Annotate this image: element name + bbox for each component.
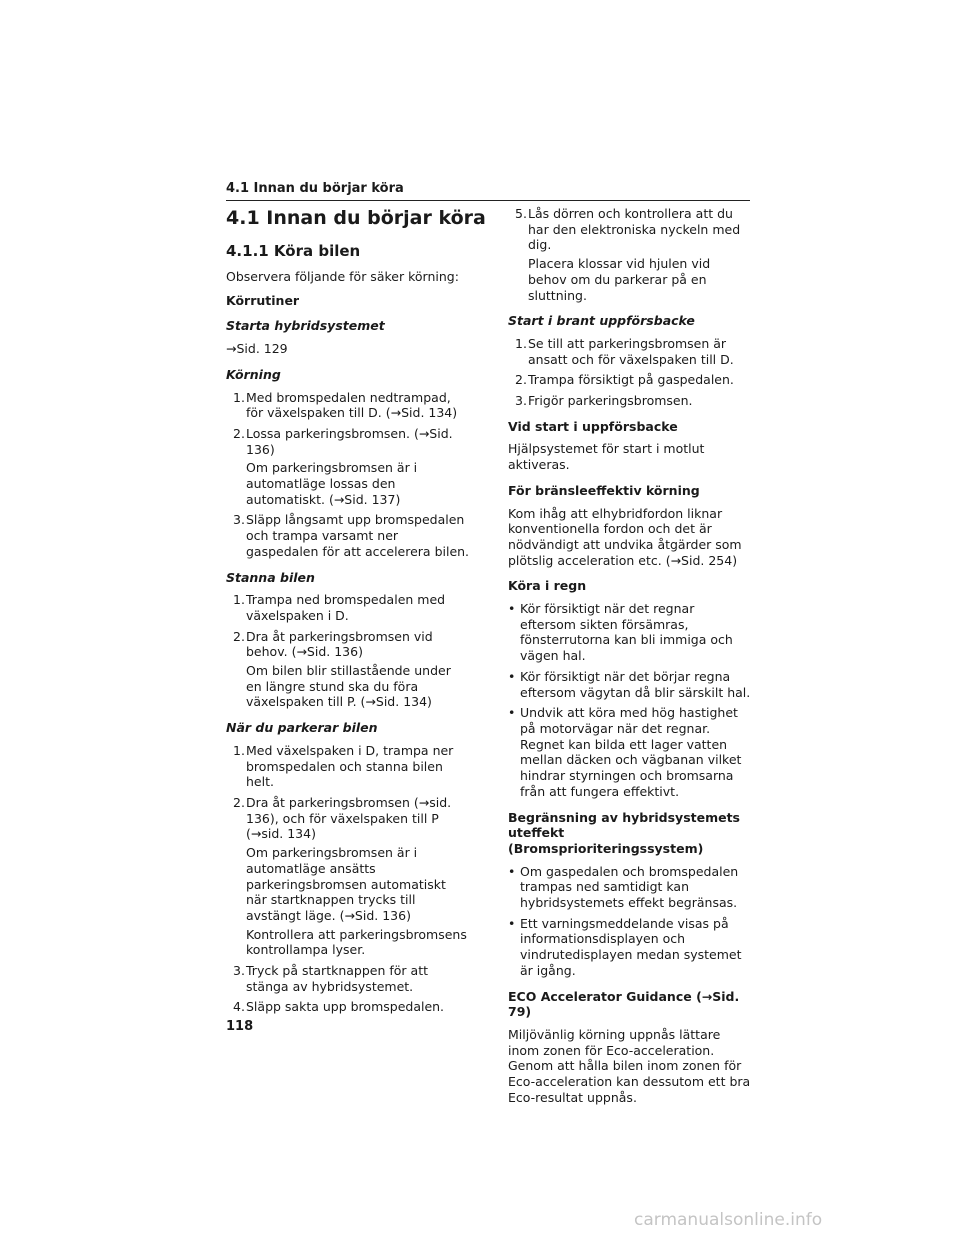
bullet-icon: • xyxy=(508,915,516,931)
step-note: Om parkeringsbromsen är i automatläge lossas den automatiskt. (→Sid. 137) xyxy=(246,460,418,507)
step-text: Med bromspedalen nedtrampad, för växelspaken till D. (→Sid. 134) xyxy=(246,389,458,421)
heading-parkera: När du parkerar bilen xyxy=(226,720,378,736)
list-item xyxy=(508,601,752,664)
step-note: Kontrollera att parkeringsbromsens kontrollampa lyser. xyxy=(246,926,467,958)
rain-list xyxy=(508,601,752,799)
step-note: Om parkeringsbromsen är i automatläge ansätts parkeringsbromsen automatiskt när startknappen trycks till avstängt läge. (→Sid. 136) xyxy=(246,845,446,923)
list-item xyxy=(226,999,470,1015)
step-number: 4. xyxy=(233,999,245,1015)
heading-brant-backe: Start i brant uppförsbacke xyxy=(508,313,695,329)
step-number: 2. xyxy=(233,628,245,644)
section-title: 4.1.1 Köra bilen xyxy=(226,242,361,260)
bullet-icon: • xyxy=(508,863,516,879)
step-number: 3. xyxy=(233,512,245,528)
hill-steps xyxy=(508,336,752,409)
start-reference: →Sid. 129 xyxy=(226,341,288,357)
park-steps-continued xyxy=(508,206,752,303)
step-text: Med växelspaken i D, trampa ner bromspedalen och stanna bilen helt. xyxy=(246,742,454,790)
heading-korning: Körning xyxy=(226,366,281,382)
step-text: Lås dörren och kontrollera att du har den elektroniska nyckeln med dig. xyxy=(528,206,741,253)
page-number: 118 xyxy=(226,1019,254,1034)
list-item xyxy=(508,393,752,409)
driving-steps xyxy=(226,390,470,560)
heading-begransning: Begränsning av hybridsystemets uteffekt (Bromsprioriteringssystem) xyxy=(508,809,741,856)
step-text: Dra åt parkeringsbromsen vid behov. (→Sid. 136) xyxy=(246,628,433,660)
bullet-icon: • xyxy=(508,668,516,684)
list-item xyxy=(508,206,752,303)
park-steps xyxy=(226,743,470,1015)
step-number: 2. xyxy=(233,794,245,810)
bullet-text: Ett varningsmeddelande visas på informationsdisplayen och vindrutedisplayen medan systemet är igång. xyxy=(520,915,742,978)
list-item xyxy=(226,390,470,421)
heading-uppforsbacke: Vid start i uppförsbacke xyxy=(508,418,678,434)
bullet-text: Undvik att köra med hög hastighet på motorvägar när det regnar. Regnet kan bilda ett lager vatten mellan däcken och vägbanan vilket hindrar styrningen och bromsarna från att fungera effektivt. xyxy=(520,705,742,799)
list-item xyxy=(508,372,752,388)
step-number: 3. xyxy=(515,393,527,409)
step-text: Trampa försiktigt på gaspedalen. xyxy=(528,372,734,388)
eco-text: Miljövänlig körning uppnås lättare inom zonen för Eco-acceleration. Genom att hålla bilen inom zonen för Eco-acceleration kan dessutom ett bra Eco-resultat uppnås. xyxy=(508,1026,751,1105)
step-text: Se till att parkeringsbromsen är ansatt och för växelspaken till D. xyxy=(528,335,734,367)
running-header: 4.1 Innan du börjar köra xyxy=(226,181,750,201)
list-item xyxy=(226,963,470,994)
list-item xyxy=(226,629,470,711)
list-item xyxy=(508,669,752,700)
heading-korrutiner: Körrutiner xyxy=(226,292,300,308)
heading-bransleeffektiv: För bränsleeffektiv körning xyxy=(508,482,700,498)
step-number: 2. xyxy=(515,372,527,388)
intro-text: Observera följande för säker körning: xyxy=(226,269,459,284)
left-column xyxy=(226,206,486,1023)
step-number: 1. xyxy=(233,389,245,405)
list-item xyxy=(226,795,470,958)
bullet-text: Om gaspedalen och bromspedalen trampas ned samtidigt kan hybridsystemets effekt begränsas. xyxy=(520,863,739,911)
uphill-text: Hjälpsystemet för start i motlut aktiveras. xyxy=(508,441,705,473)
list-item xyxy=(508,705,752,799)
step-text: Frigör parkeringsbromsen. xyxy=(528,393,693,409)
bullet-icon: • xyxy=(508,601,516,617)
step-note: Placera klossar vid hjulen vid behov om du parkerar på en sluttning. xyxy=(528,256,711,303)
fuel-text: Kom ihåg att elhybridfordon liknar konventionella fordon och det är nödvändigt att undvika åtgärder som plötslig acceleration etc. (→Sid. 254) xyxy=(508,505,742,568)
list-item xyxy=(508,916,752,979)
step-number: 2. xyxy=(233,425,245,441)
list-item xyxy=(226,512,470,559)
step-note: Om bilen blir stillastående under en längre stund ska du föra växelspaken till P. (→Sid. 134) xyxy=(246,663,451,710)
watermark: carmanualsonline.info xyxy=(634,1210,823,1230)
bullet-icon: • xyxy=(508,705,516,721)
heading-eco-guidance: ECO Accelerator Guidance (→Sid. 79) xyxy=(508,988,740,1020)
list-item xyxy=(226,426,470,508)
list-item xyxy=(508,864,752,911)
list-item xyxy=(226,743,470,790)
heading-regn: Köra i regn xyxy=(508,578,587,594)
step-number: 1. xyxy=(515,335,527,351)
step-text: Lossa parkeringsbromsen. (→Sid. 136) xyxy=(246,425,453,457)
step-number: 1. xyxy=(233,742,245,758)
stop-steps xyxy=(226,592,470,710)
bullet-text: Kör försiktigt när det regnar eftersom sikten försämras, fönsterrutorna kan bli immiga och vägen hal. xyxy=(520,601,733,664)
bullet-text: Kör försiktigt när det börjar regna eftersom vägytan då blir särskilt hal. xyxy=(520,668,751,700)
step-text: Släpp sakta upp bromspedalen. xyxy=(246,999,445,1015)
heading-stanna: Stanna bilen xyxy=(226,569,315,585)
heading-start-hybrid: Starta hybridsystemet xyxy=(226,318,385,334)
step-text: Släpp långsamt upp bromspedalen och trampa varsamt ner gaspedalen för att accelerera bilen. xyxy=(246,512,470,559)
right-column xyxy=(508,206,752,1113)
step-number: 3. xyxy=(233,963,245,979)
step-text: Trampa ned bromspedalen med växelspaken i D. xyxy=(246,592,446,623)
limit-list xyxy=(508,864,752,979)
chapter-title: 4.1 Innan du börjar köra xyxy=(226,207,486,229)
step-number: 1. xyxy=(233,592,245,608)
step-text: Dra åt parkeringsbromsen (→sid. 136), och för växelspaken till P (→sid. 134) xyxy=(246,794,452,842)
step-text: Tryck på startknappen för att stänga av hybridsystemet. xyxy=(246,963,429,994)
list-item xyxy=(226,592,470,623)
list-item xyxy=(508,336,752,367)
step-number: 5. xyxy=(515,206,527,221)
